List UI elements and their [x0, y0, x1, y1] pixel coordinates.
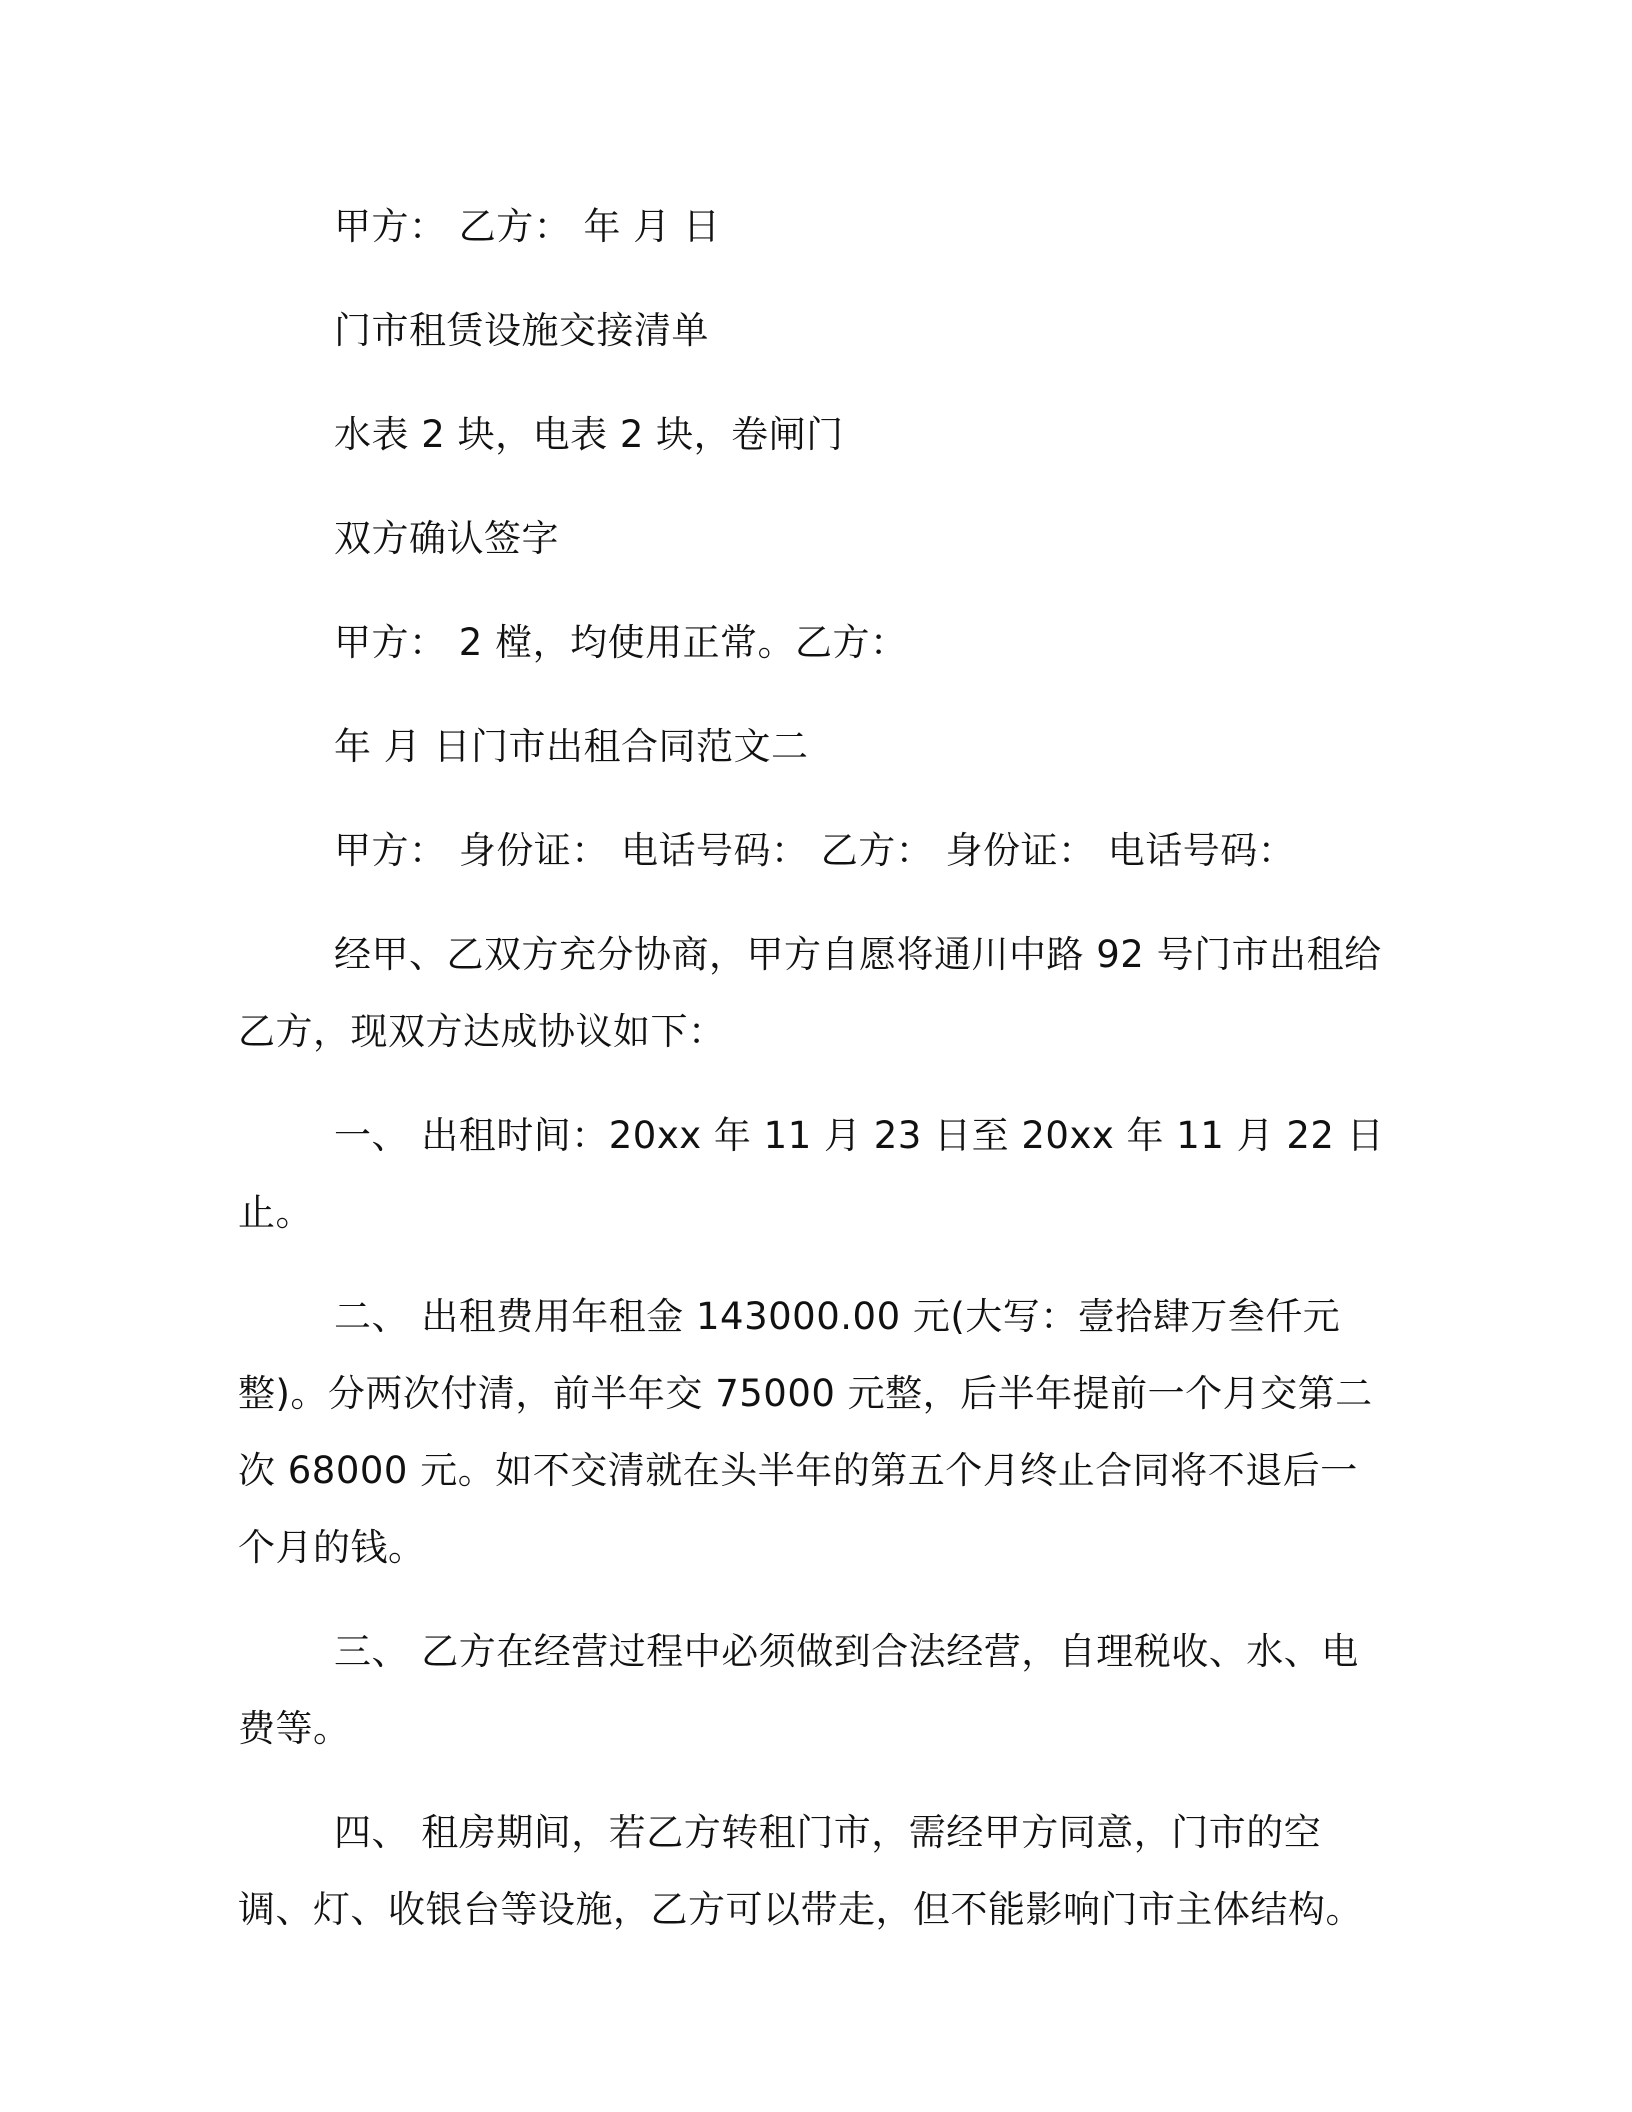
party-a-line: 甲方： 2 樘，均使用正常。乙方：	[334, 621, 908, 664]
signature-line: 甲方： 乙方： 年 月 日	[334, 205, 721, 248]
document-body	[238, 188, 1388, 1948]
handover-list-title: 门市租赁设施交接清单	[334, 309, 709, 352]
parties-info-line: 甲方： 身份证： 电话号码： 乙方： 身份证： 电话号码：	[334, 829, 1296, 872]
agreement-intro: 经甲、乙双方充分协商，甲方自愿将通川中路 92 号门市出租给乙方，现双方达成协议如下：	[238, 933, 1382, 1053]
clause-1: 一、 出租时间：20xx 年 11 月 23 日至 20xx 年 11 月 22 日止。	[238, 1114, 1385, 1234]
clause-4: 四、 租房期间，若乙方转租门市，需经甲方同意，门市的空调、灯、收银台等设施，乙方可以带走，但不能影响门市主体结构。	[238, 1811, 1363, 1931]
sample-two-title: 年 月 日门市出租合同范文二	[334, 725, 809, 768]
confirm-signature: 双方确认签字	[334, 517, 559, 560]
clause-3: 三、 乙方在经营过程中必须做到合法经营，自理税收、水、电费等。	[238, 1630, 1359, 1750]
handover-items: 水表 2 块，电表 2 块，卷闸门	[334, 413, 844, 456]
clause-2: 二、 出租费用年租金 143000.00 元(大写：壹拾肆万叁仟元整)。分两次付清，前半年交 75000 元整，后半年提前一个月交第二次 68000 元。如不交清就在头半年的第五个月终止合同将不退后一个月的钱。	[238, 1295, 1373, 1569]
